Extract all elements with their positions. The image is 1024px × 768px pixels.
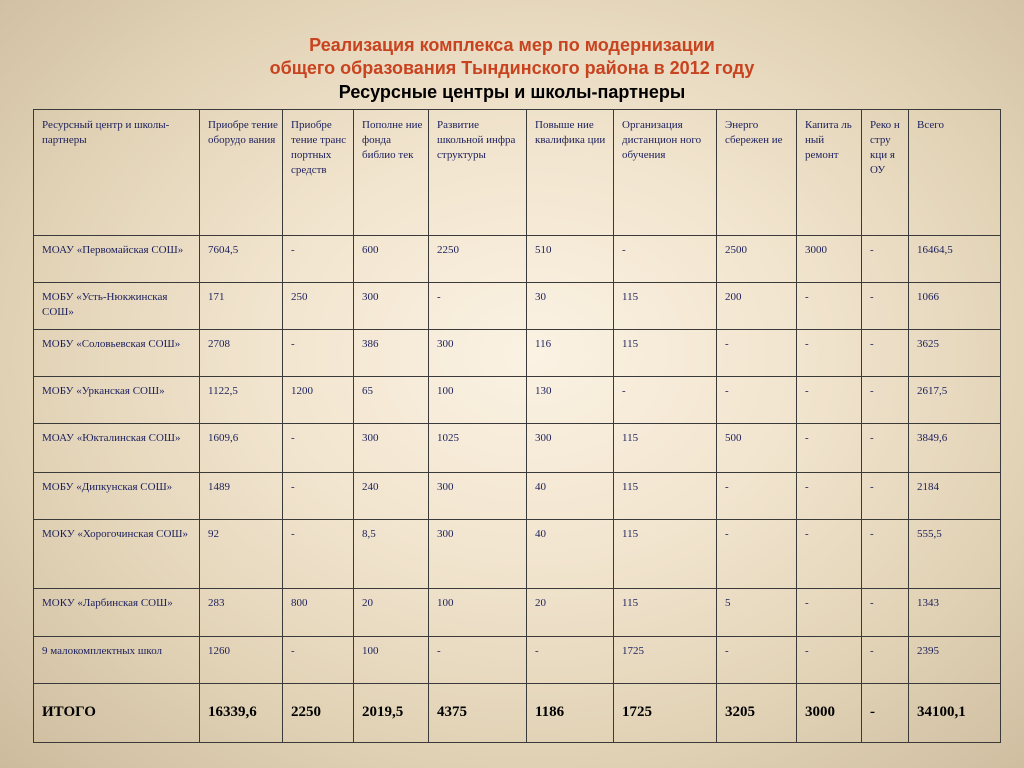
table-row: [34, 283, 1001, 330]
cell-qualification: 300: [527, 424, 614, 472]
slide-title-line-1: Реализация комплекса мер по модернизации: [309, 35, 715, 55]
cell-reconstruction: Реко н стру кци я ОУ: [862, 110, 909, 236]
cell-energy-saving: -: [717, 330, 797, 377]
cell-total: 3849,6: [909, 424, 1001, 472]
cell-distance-learning: 115: [614, 424, 717, 472]
cell-school: МОКУ «Ларбинская СОШ»: [34, 588, 200, 636]
cell-infrastructure: 1025: [429, 424, 527, 472]
cell-energy-saving: Энерго сбережен ие: [717, 110, 797, 236]
cell-total: 3625: [909, 330, 1001, 377]
cell-reconstruction: -: [862, 424, 909, 472]
cell-library: 65: [354, 377, 429, 424]
cell-total: 2184: [909, 472, 1001, 519]
cell-qualification: 510: [527, 236, 614, 283]
cell-equipment: 283: [200, 588, 283, 636]
cell-reconstruction: -: [862, 683, 909, 742]
cell-infrastructure: Развитие школьной инфра структуры: [429, 110, 527, 236]
cell-energy-saving: -: [717, 472, 797, 519]
cell-equipment: 7604,5: [200, 236, 283, 283]
cell-school: МОКУ «Хорогочинская СОШ»: [34, 519, 200, 588]
cell-equipment: 171: [200, 283, 283, 330]
cell-transport: -: [283, 330, 354, 377]
table-row: [34, 588, 1001, 636]
cell-energy-saving: -: [717, 636, 797, 683]
cell-equipment: 1122,5: [200, 377, 283, 424]
cell-library: 100: [354, 636, 429, 683]
table-row: [34, 636, 1001, 683]
cell-library: 600: [354, 236, 429, 283]
cell-repair: 3000: [797, 236, 862, 283]
cell-distance-learning: -: [614, 236, 717, 283]
cell-transport: 1200: [283, 377, 354, 424]
table-row: [34, 519, 1001, 588]
cell-total: 1343: [909, 588, 1001, 636]
cell-school: МОБУ «Усть-Нюкжинская СОШ»: [34, 283, 200, 330]
cell-infrastructure: 100: [429, 377, 527, 424]
table-header-row: [34, 110, 1001, 236]
cell-total: 2395: [909, 636, 1001, 683]
cell-repair: -: [797, 472, 862, 519]
cell-qualification: 116: [527, 330, 614, 377]
cell-distance-learning: 115: [614, 283, 717, 330]
cell-infrastructure: -: [429, 636, 527, 683]
table-row: [34, 472, 1001, 519]
cell-repair: -: [797, 283, 862, 330]
cell-equipment: 2708: [200, 330, 283, 377]
cell-reconstruction: -: [862, 330, 909, 377]
cell-transport: -: [283, 636, 354, 683]
cell-qualification: -: [527, 636, 614, 683]
cell-total: 34100,1: [909, 683, 1001, 742]
cell-library: 8,5: [354, 519, 429, 588]
cell-school: МОБУ «Урканская СОШ»: [34, 377, 200, 424]
cell-distance-learning: -: [614, 377, 717, 424]
cell-reconstruction: -: [862, 588, 909, 636]
table-body: [34, 110, 1001, 743]
cell-distance-learning: 115: [614, 519, 717, 588]
cell-repair: -: [797, 330, 862, 377]
table-row: [34, 330, 1001, 377]
cell-repair: -: [797, 588, 862, 636]
cell-library: 386: [354, 330, 429, 377]
cell-school: МОБУ «Соловьевская СОШ»: [34, 330, 200, 377]
table-total-row: [34, 683, 1001, 742]
cell-reconstruction: -: [862, 283, 909, 330]
cell-school: ИТОГО: [34, 683, 200, 742]
cell-transport: 250: [283, 283, 354, 330]
cell-library: 300: [354, 283, 429, 330]
cell-total: Всего: [909, 110, 1001, 236]
cell-equipment: 16339,6: [200, 683, 283, 742]
cell-reconstruction: -: [862, 636, 909, 683]
cell-library: 20: [354, 588, 429, 636]
cell-reconstruction: -: [862, 519, 909, 588]
cell-energy-saving: 2500: [717, 236, 797, 283]
cell-school: 9 малокомплектных школ: [34, 636, 200, 683]
cell-library: Пополне ние фонда библио тек: [354, 110, 429, 236]
cell-distance-learning: 115: [614, 588, 717, 636]
cell-infrastructure: 100: [429, 588, 527, 636]
cell-infrastructure: 2250: [429, 236, 527, 283]
cell-library: 2019,5: [354, 683, 429, 742]
cell-qualification: 130: [527, 377, 614, 424]
cell-school: МОАУ «Первомайская СОШ»: [34, 236, 200, 283]
cell-reconstruction: -: [862, 236, 909, 283]
table-row: [34, 377, 1001, 424]
cell-library: 300: [354, 424, 429, 472]
cell-distance-learning: 1725: [614, 636, 717, 683]
cell-infrastructure: -: [429, 283, 527, 330]
cell-transport: 800: [283, 588, 354, 636]
cell-energy-saving: -: [717, 377, 797, 424]
cell-transport: 2250: [283, 683, 354, 742]
cell-infrastructure: 300: [429, 330, 527, 377]
cell-transport: -: [283, 519, 354, 588]
cell-school: МОАУ «Юкталинская СОШ»: [34, 424, 200, 472]
cell-school: МОБУ «Дипкунская СОШ»: [34, 472, 200, 519]
cell-total: 2617,5: [909, 377, 1001, 424]
cell-equipment: 1609,6: [200, 424, 283, 472]
cell-qualification: 1186: [527, 683, 614, 742]
cell-energy-saving: 200: [717, 283, 797, 330]
slide-title-line-2: общего образования Тындинского района в 2012 году: [269, 58, 755, 78]
cell-infrastructure: 4375: [429, 683, 527, 742]
title-block: [0, 34, 1024, 104]
table-row: [34, 236, 1001, 283]
cell-qualification: Повыше ние квалифика ции: [527, 110, 614, 236]
cell-total: 1066: [909, 283, 1001, 330]
cell-total: 16464,5: [909, 236, 1001, 283]
cell-energy-saving: 500: [717, 424, 797, 472]
cell-equipment: 92: [200, 519, 283, 588]
cell-repair: -: [797, 377, 862, 424]
cell-distance-learning: Организация дистанцион ного обучения: [614, 110, 717, 236]
cell-reconstruction: -: [862, 377, 909, 424]
cell-distance-learning: 115: [614, 330, 717, 377]
cell-distance-learning: 115: [614, 472, 717, 519]
cell-repair: 3000: [797, 683, 862, 742]
cell-infrastructure: 300: [429, 472, 527, 519]
cell-equipment: 1260: [200, 636, 283, 683]
cell-transport: Приобре тение транс портных средств: [283, 110, 354, 236]
cell-qualification: 40: [527, 472, 614, 519]
cell-total: 555,5: [909, 519, 1001, 588]
cell-library: 240: [354, 472, 429, 519]
cell-repair: Капита ль ный ремонт: [797, 110, 862, 236]
cell-equipment: 1489: [200, 472, 283, 519]
cell-reconstruction: -: [862, 472, 909, 519]
cell-distance-learning: 1725: [614, 683, 717, 742]
cell-energy-saving: 3205: [717, 683, 797, 742]
cell-transport: -: [283, 424, 354, 472]
cell-energy-saving: 5: [717, 588, 797, 636]
cell-equipment: Приобре тение оборудо вания: [200, 110, 283, 236]
cell-qualification: 20: [527, 588, 614, 636]
cell-repair: -: [797, 519, 862, 588]
cell-energy-saving: -: [717, 519, 797, 588]
cell-transport: -: [283, 472, 354, 519]
cell-school: Ресурсный центр и школы-партнеры: [34, 110, 200, 236]
cell-repair: -: [797, 636, 862, 683]
cell-transport: -: [283, 236, 354, 283]
resource-centers-table: [33, 109, 1001, 743]
cell-infrastructure: 300: [429, 519, 527, 588]
cell-repair: -: [797, 424, 862, 472]
cell-qualification: 30: [527, 283, 614, 330]
cell-qualification: 40: [527, 519, 614, 588]
slide-subtitle: Ресурсные центры и школы-партнеры: [338, 82, 686, 102]
table-row: [34, 424, 1001, 472]
